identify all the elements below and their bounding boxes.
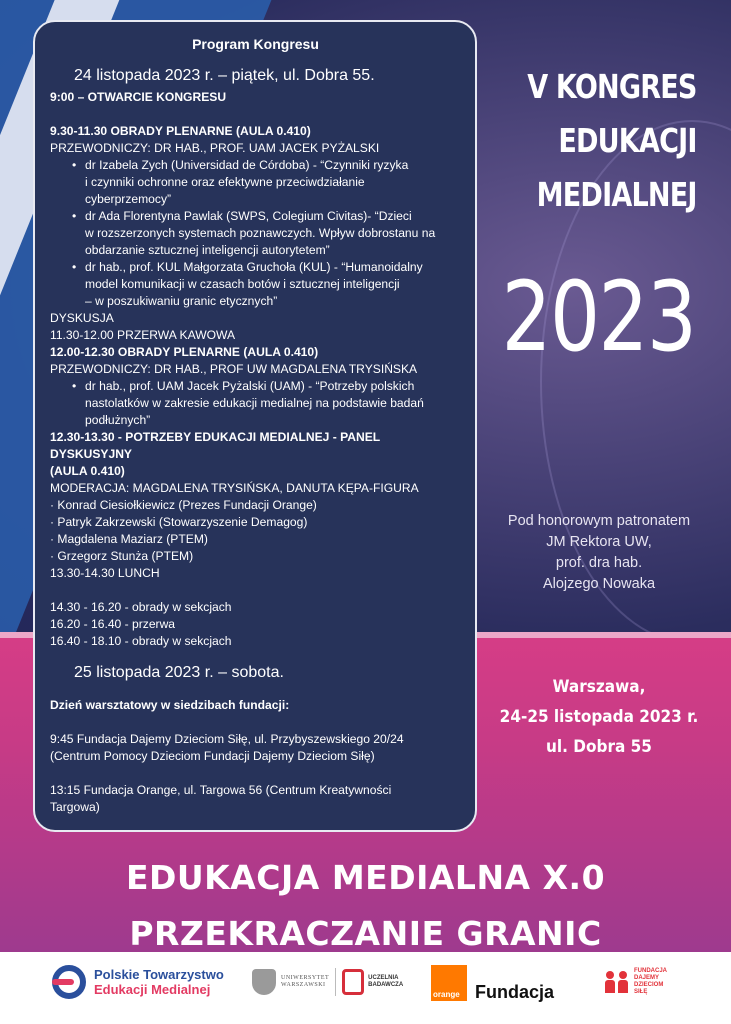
plenary2-chair: PRZEWODNICZY: DR HAB., PROF UW MAGDALENA TRYSIŃSKA [50,362,418,376]
ptem-ring-icon [52,965,86,999]
congress-title: V KONGRES EDUKACJI MEDIALNEJ [527,67,697,214]
uw-logo: UNIWERSYTET WARSZAWSKI UCZELNIA BADAWCZA [252,960,403,1004]
workshop-item: 13:15 Fundacja Orange, ul. Targowa 56 (Centrum Kreatywności Targowa) [50,783,392,814]
fdds-logo: FUNDACJA DAJEMY DZIECIOM SIŁĘ [604,960,667,1004]
talk-item: • dr hab., prof. KUL Małgorzata Gruchoła (KUL) - “Humanoidalny model komunikacji w czasach botów i sztucznej inteligencji – w poszukiwaniu granic etycznych” [74,259,461,310]
panel-title: 12.30-13.30 - POTRZEBY EDUKACJI MEDIALNEJ - PANEL DYSKUSYJNY (AULA 0.410) [50,430,380,478]
panelist: · Grzegorz Stunża (PTEM) [50,549,194,563]
panelist: · Magdalena Maziarz (PTEM) [50,532,208,546]
plenary2-talks [50,378,461,429]
workshop-item: 9:45 Fundacja Dajemy Dzieciom Siłę, ul. Przybyszewskiego 20/24 (Centrum Pomocy Dzieciom Fundacji Dajemy Dzieciom Siłę) [50,732,404,763]
talk-item: • dr Ada Florentyna Pawlak (SWPS, Colegium Civitas)- “Dzieci w rozszerzonych systemach poznawczych. Wpływ dobrostanu na obdarzanie sztucznej inteligencji autorytetem” [74,208,461,259]
afternoon-item: 14.30 - 16.20 - obrady w sekcjach [50,600,232,614]
day1-heading: 24 listopada 2023 r. – piątek, ul. Dobra 55. [74,67,375,84]
plenary2-title: 12.00-12.30 OBRADY PLENARNE (AULA 0.410) [50,345,319,359]
location-text: Warszawa, 24-25 listopada 2023 r. ul. Dobra 55 [499,677,699,757]
day2-heading: 25 listopada 2023 r. – sobota. [74,664,284,681]
discussion: DYSKUSJA [50,311,114,325]
coffee-break: 11.30-12.00 PRZERWA KAWOWA [50,328,236,342]
opening: 9:00 – OTWARCIE KONGRESU [50,90,227,104]
plenary1-chair: PRZEWODNICZY: DR HAB., PROF. UAM JACEK PYŻALSKI [50,141,380,155]
patronage-text: Pod honorowym patronatem JM Rektora UW, prof. dra hab. Alojzego Nowaka [507,513,691,592]
uw-crest-icon [252,969,276,995]
orange-fundacja-logo: orange Fundacja [431,961,554,1005]
ptem-logo: Polskie Towarzystwo Edukacji Medialnej [52,960,224,1004]
panel-moderation: MODERACJA: MAGDALENA TRYSIŃSKA, DANUTA KĘPA-FIGURA [50,481,419,495]
talk-item: • dr Izabela Zych (Universidad de Córdoba) - “Czynniki ryzyka i czynniki ochronne oraz efektywne przeciwdziałanie cyberprzemocy” [74,157,461,208]
plenary1-title: 9.30-11.30 OBRADY PLENARNE (AULA 0.410) [50,124,311,138]
afternoon-item: 16.40 - 18.10 - obrady w sekcjach [50,634,232,648]
slogan: EDUKACJA MEDIALNA X.0 PRZEKRACZANIE GRANIC [125,858,606,953]
congress-year: 2023 [501,261,695,373]
program-panel [33,20,477,832]
panelist: · Patryk Zakrzewski (Stowarzyszenie Demagog) [50,515,308,529]
lunch: 13.30-14.30 LUNCH [50,566,160,580]
afternoon-item: 16.20 - 16.40 - przerwa [50,617,176,631]
talk-item: • dr hab., prof. UAM Jacek Pyżalski (UAM) - “Potrzeby polskich nastolatków w zakresie edukacji medialnej na podstawie badań podłużnych” [74,378,461,429]
plenary1-talks [50,157,461,310]
panelist: · Konrad Ciesiołkiewicz (Prezes Fundacji Orange) [50,498,317,512]
orange-square-icon: orange [431,965,467,1001]
program-title: Program Kongresu [192,36,319,52]
workshop-title: Dzień warsztatowy w siedzibach fundacji: [50,698,290,712]
uczelnia-badawcza-icon [342,969,364,995]
children-icon [604,971,630,993]
